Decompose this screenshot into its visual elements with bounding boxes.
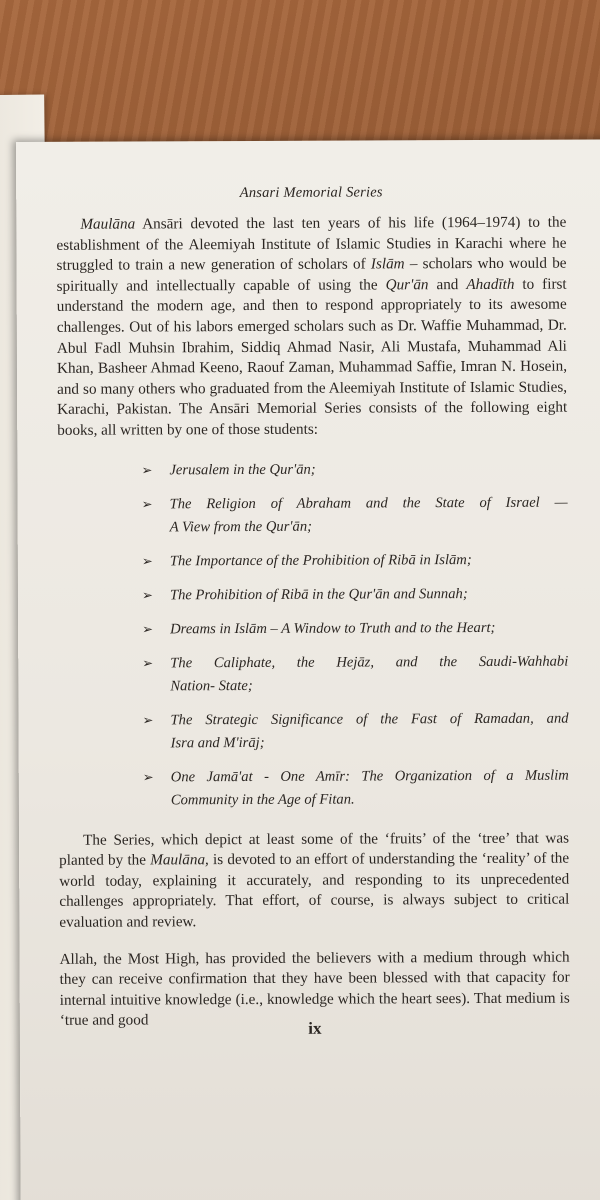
list-item bbox=[143, 764, 569, 812]
arrow-bullet-icon: ➢ bbox=[141, 553, 153, 569]
book-title-line: The Religion of Abraham and the State of Israel — bbox=[169, 494, 568, 512]
book-title-line-2: A View from the Qur'ān; bbox=[169, 518, 313, 535]
list-item bbox=[141, 457, 567, 482]
page-content bbox=[56, 184, 570, 1038]
book-title-line: The Importance of the Prohibition of Ribā in Islām; bbox=[169, 551, 472, 569]
book-title-line: The Prohibition of Ribā in the Qur'ān and Sunnah; bbox=[169, 585, 468, 603]
intro-maulana: Maulāna bbox=[80, 215, 136, 233]
arrow-bullet-icon: ➢ bbox=[141, 462, 153, 478]
book-title-line-2: Isra and M'irāj; bbox=[170, 734, 265, 751]
paragraph-intro bbox=[56, 213, 567, 442]
intro-quran: Qur'ān bbox=[385, 275, 429, 294]
book-list bbox=[57, 457, 569, 812]
list-item bbox=[142, 616, 568, 641]
book-title-line: Dreams in Islām – A Window to Truth and to the Heart; bbox=[170, 619, 496, 637]
book-title-line-2: Nation- State; bbox=[170, 677, 253, 694]
paragraph-allah: Allah, the Most High, has provided the believers with a medium through which they can receive confirmation that they have been blessed with that capacity for internal intuitive knowledge (i.e., knowledge which the heart sees). That medium is ‘true and good bbox=[59, 948, 570, 1030]
book-page bbox=[16, 139, 600, 1200]
arrow-bullet-icon: ➢ bbox=[141, 496, 153, 512]
series-maulana: Maulāna, bbox=[150, 851, 209, 869]
book-title-line: The Strategic Significance of the Fast of Ramadan, and bbox=[170, 710, 569, 728]
arrow-bullet-icon: ➢ bbox=[141, 587, 153, 603]
paragraph-series bbox=[59, 828, 569, 933]
book-title-line-2: Community in the Age of Fitan. bbox=[170, 791, 355, 808]
book-title-line: The Caliphate, the Hejāz, and the Saudi-Wahhabi bbox=[170, 653, 569, 671]
series-text-1: The Series, which depict at least some of the ‘fruits’ of the ‘tree’ that was planted by the bbox=[59, 829, 570, 869]
book-title-line: Jerusalem in the Qur'ān; bbox=[169, 461, 316, 478]
intro-text-3: and bbox=[428, 275, 467, 293]
arrow-bullet-icon: ➢ bbox=[142, 621, 154, 637]
arrow-bullet-icon: ➢ bbox=[142, 655, 154, 671]
list-item bbox=[142, 650, 568, 698]
arrow-bullet-icon: ➢ bbox=[142, 769, 154, 785]
list-item bbox=[142, 548, 568, 573]
running-header: Ansari Memorial Series bbox=[239, 184, 383, 202]
intro-ahadith: Ahadīth bbox=[466, 275, 515, 293]
series-text-2: is devoted to an effort of understanding the ‘reality’ of the world today, explaining it accurately, and responding to its unprecedented challenges appropriately. That effort, of course, is always subject to critical evaluation and review. bbox=[59, 849, 570, 931]
intro-text-1: Ansāri devoted the last ten years of his life (1964–1974) to the establishment of the Aleemiyah Institute of Islamic Studies in Karachi where he struggled to train a new generation of scholars of bbox=[56, 213, 567, 275]
page-number: ix bbox=[308, 1018, 322, 1038]
list-item bbox=[142, 707, 568, 755]
book-title-line: One Jamā'at - One Amīr: The Organization of a Muslim bbox=[170, 767, 569, 785]
intro-text-2: – scholars who would be spiritually and intellectually capable of using the bbox=[56, 254, 567, 295]
list-item bbox=[142, 491, 568, 539]
arrow-bullet-icon: ➢ bbox=[142, 712, 154, 728]
intro-islam: Islām bbox=[370, 255, 405, 273]
intro-text-4: to first understand the modern age, and then to respond appropriately to its awesome challenges. Out of his labors emerged scholars such as Dr. Waffie Muhammad, Dr. Abul Fadl Muhsin Ibrahim, Siddiq Ahmad Nasir, Ali Mustafa, Muhammad Ali Khan, Basheer Ahmad Keeno, Raouf Zaman, Muhammad Saffie, Imran N. Hosein, and so many others who graduated from the Aleemiyah Institute of Islamic Studies, Karachi, Pakistan. The Ansāri Memorial Series consists of the following eight books, all written by one of those students: bbox=[56, 275, 568, 439]
list-item bbox=[142, 582, 568, 607]
